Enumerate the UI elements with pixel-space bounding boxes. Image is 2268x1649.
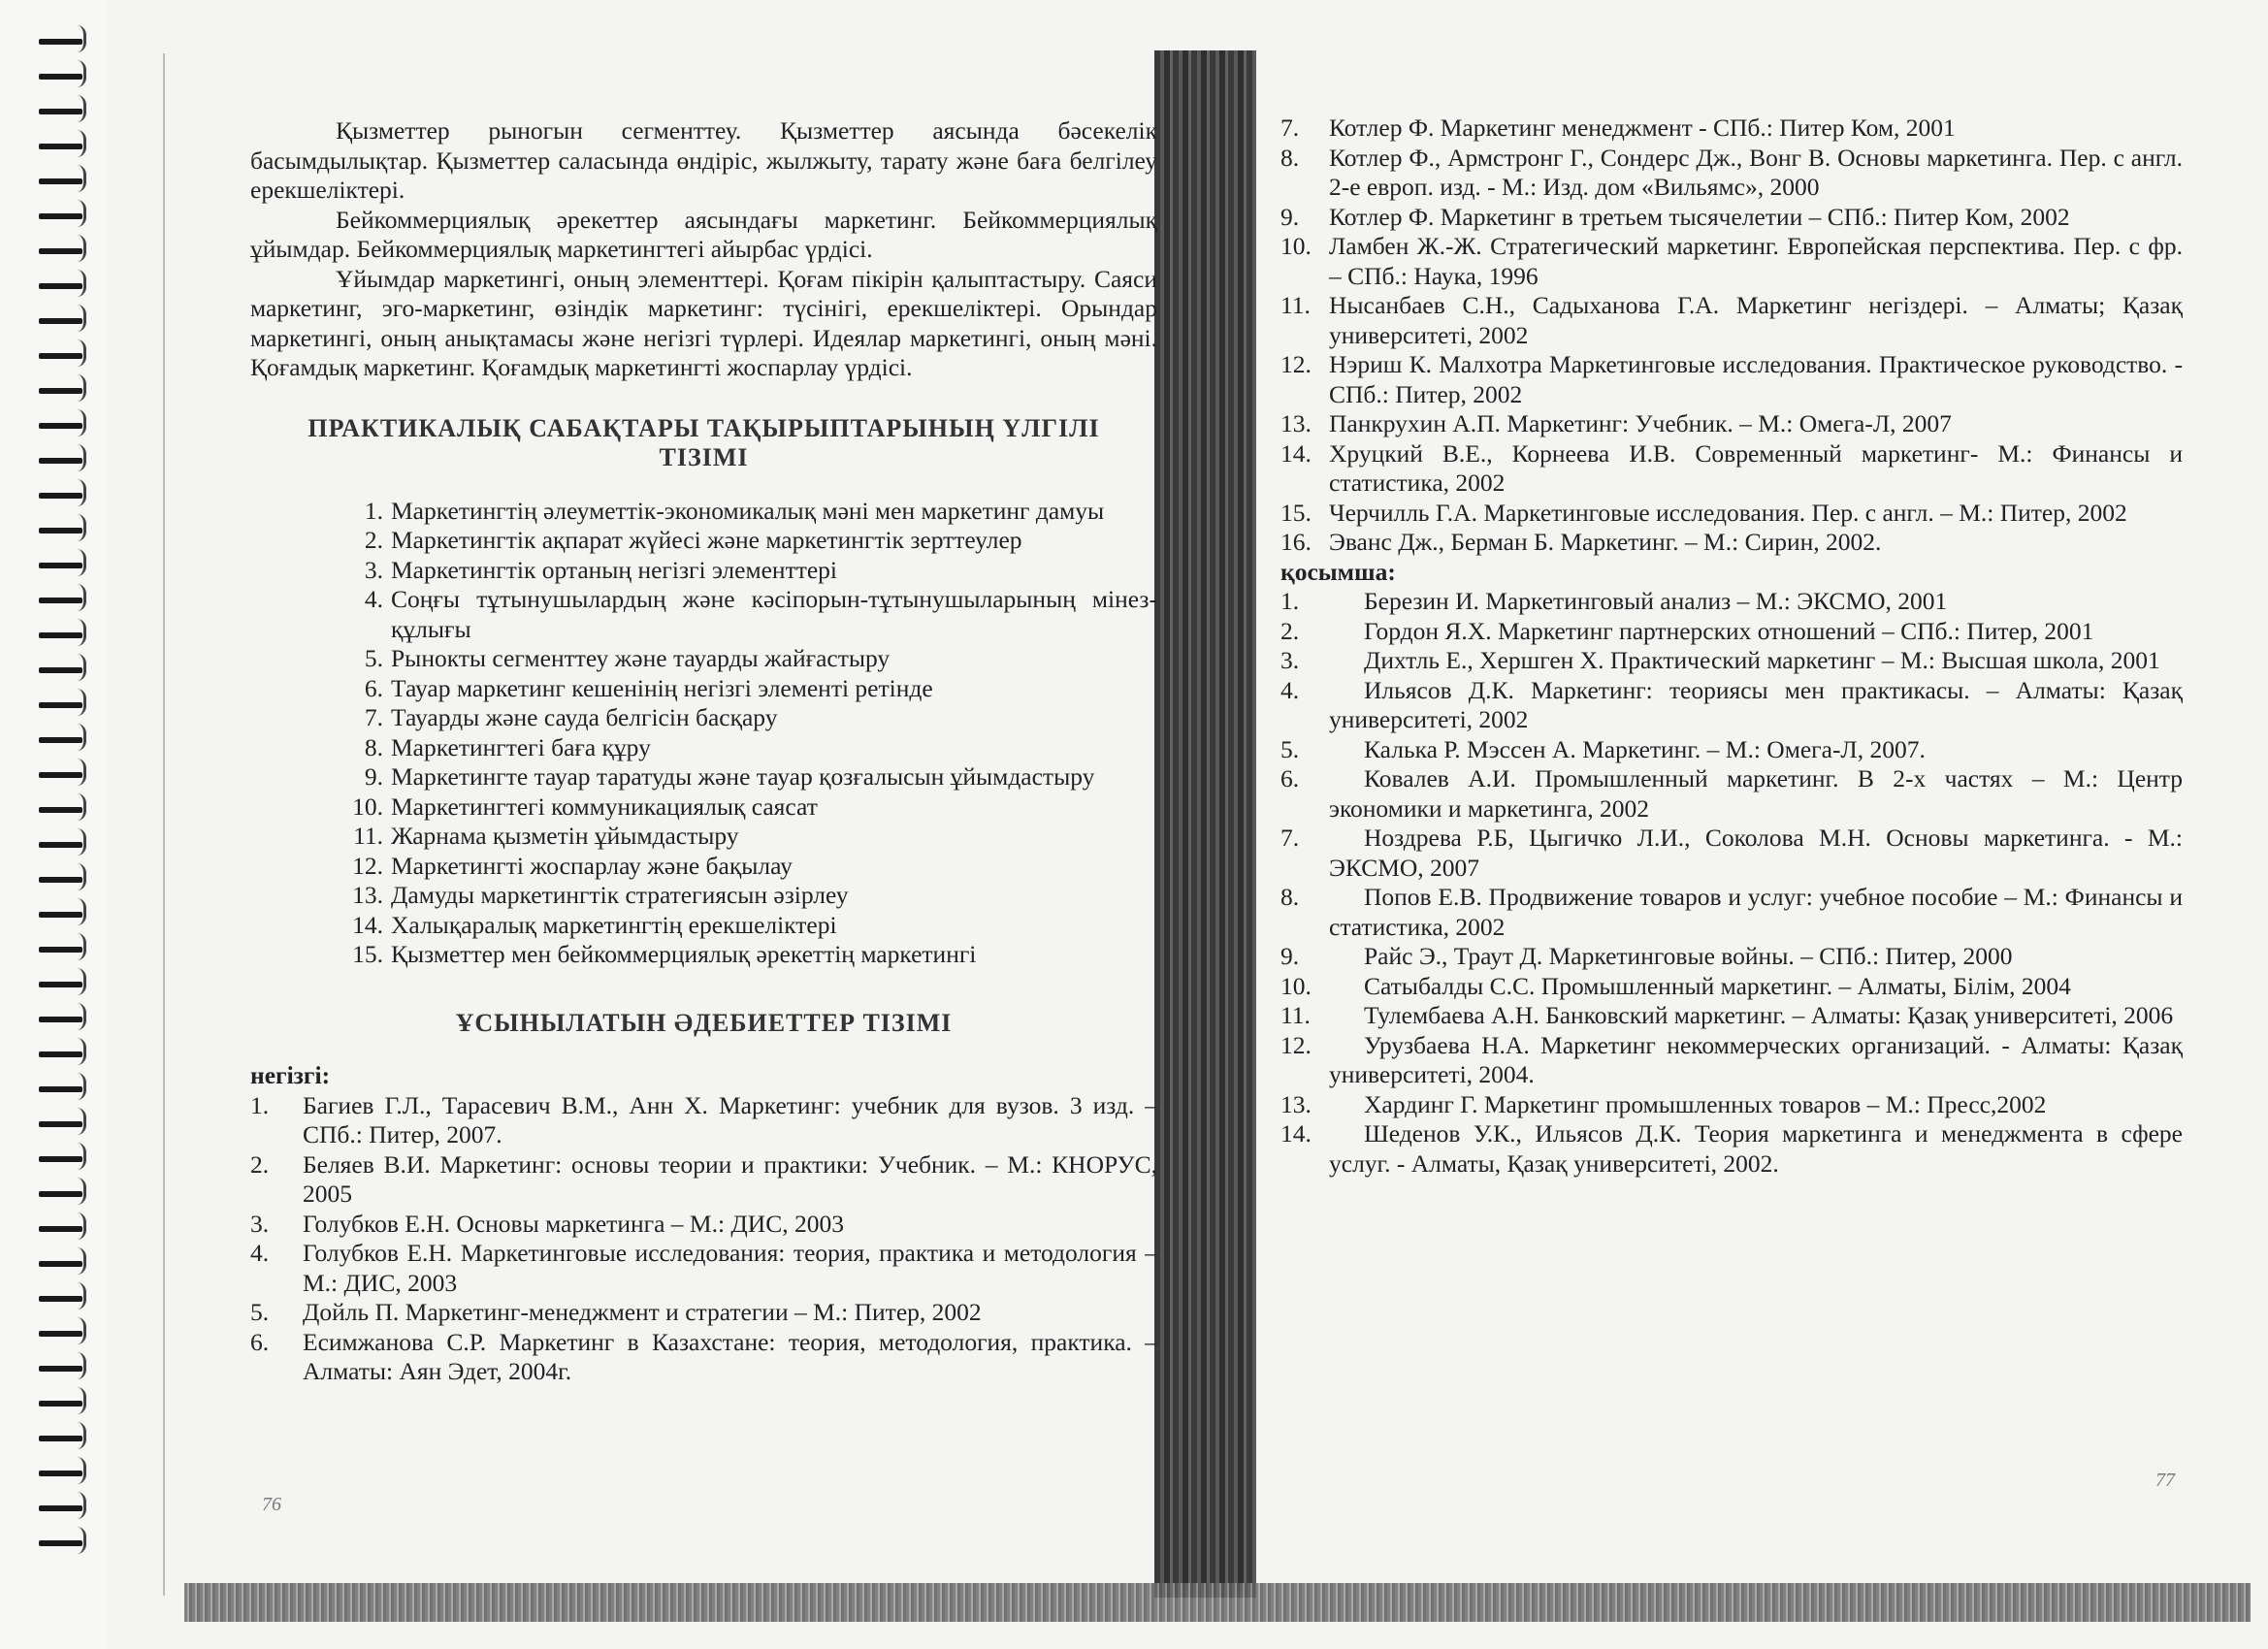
list-item: [250, 1328, 1157, 1387]
item-number: 12.: [352, 851, 383, 880]
extra-literature-label: қосымша:: [1280, 557, 1396, 586]
item-text: Урузбаева Н.А. Маркетинг некоммерческих организаций. - Алматы: Қазақ университеті, 2004.: [1329, 1030, 2183, 1088]
item-number: 16.: [1280, 528, 1312, 556]
main-literature-list-continued: [1280, 113, 2183, 558]
binding-ring: [39, 1086, 82, 1092]
binding-ring: [39, 1471, 82, 1476]
literature-heading: ҰСЫНЫЛАТЫН ӘДЕБИЕТТЕР ТІЗІМІ: [455, 1008, 953, 1037]
binding-ring: [39, 1366, 82, 1372]
binding-ring: [39, 702, 82, 708]
list-item: [250, 497, 1157, 527]
binding-ring: [39, 1121, 82, 1127]
list-item: [250, 911, 1157, 941]
binding-ring: [39, 1051, 82, 1057]
list-item: [1280, 232, 2183, 291]
binding-ring: [39, 1156, 82, 1162]
item-number: 11.: [1280, 1001, 1311, 1029]
paragraph: Бейкоммерциялық әрекеттер аясындағы маркетинг. Бейкоммерциялық ұйымдар. Бейкоммерциялық маркетингтегі айырбас үрдісі.: [250, 205, 1157, 263]
paragraph: Қызметтер рыногын сегменттеу. Қызметтер аясында бәсекелік басымдылықтар. Қызметтер саласында өндіріс, жылжыту, тарату және баға белгілеу ерекшеліктері.: [250, 116, 1157, 204]
list-item: [250, 674, 1157, 704]
list-item: [250, 585, 1157, 644]
item-text: Ноздрева Р.Б, Цыгичко Л.И., Соколова М.Н. Основы маркетинга. - М.: ЭКСМО, 2007: [1329, 824, 2183, 882]
list-item: [250, 733, 1157, 763]
binding-ring: [39, 807, 82, 813]
item-number: 12.: [1280, 350, 1312, 378]
binding-ring: [39, 1191, 82, 1197]
binding-ring: [39, 947, 82, 953]
item-number: 7.: [364, 703, 383, 731]
item-text: Маркетингте тауар таратуды және тауар қозғалысын ұйымдастыру: [391, 762, 1095, 791]
main-literature-list: [250, 1091, 1157, 1387]
item-text: Қызметтер мен бейкоммерциялық әрекеттің маркетингі: [391, 940, 977, 968]
binding-ring: [39, 772, 82, 778]
list-item: [250, 852, 1157, 882]
binding-ring: [39, 598, 82, 603]
item-text: Котлер Ф. Маркетинг менеджмент - СПб.: Питер Ком, 2001: [1329, 113, 1956, 142]
list-item: [1280, 499, 2183, 529]
item-number: 6.: [1280, 764, 1300, 792]
list-item: [250, 792, 1157, 823]
extra-literature-list: [1280, 587, 2183, 1179]
paragraph: Ұйымдар маркетингі, оның элементтері. Қоғам пікірін қалыптастыру. Саяси маркетинг, эго-маркетинг, өзіндік маркетинг: түсінігі, ерекшеліктері. Орындар маркетингі, оның анықтамасы және негізгі түрлері. Идеялар маркетингі, оның мәні. Қоғамдық маркетинг. Қоғамдық маркетингті жоспарлау үрдісі.: [250, 264, 1157, 381]
item-number: 11.: [353, 822, 383, 850]
binding-ring: [39, 318, 82, 324]
item-number: 1.: [364, 496, 383, 525]
item-text: Панкрухин А.П. Маркетинг: Учебник. – М.: Омега-Л, 2007: [1329, 409, 1952, 437]
item-number: 3.: [1280, 646, 1300, 674]
binding-ring: [39, 737, 82, 743]
item-number: 15.: [1280, 498, 1312, 527]
item-text: Есимжанова С.Р. Маркетинг в Казахстане: теория, методология, практика. – Алматы: Аян Эдет, 2004г.: [303, 1327, 1157, 1385]
item-text: Ламбен Ж.-Ж. Стратегический маркетинг. Европейская перспектива. Пер. с фр. – СПб.: Наука, 1996: [1329, 232, 2183, 290]
item-text: Голубков Е.Н. Маркетинговые исследования: теория, практика и методология – М.: ДИС, 2003: [303, 1239, 1157, 1297]
list-item: [250, 526, 1157, 556]
item-text: Хардинг Г. Маркетинг промышленных товаров – М.: Пресс,2002: [1364, 1089, 2047, 1118]
list-item: [250, 1298, 1157, 1328]
item-number: 9.: [364, 762, 383, 791]
item-text: Соңғы тұтынушылардың және кәсіпорын-тұтынушыларының мінез-құлығы: [391, 585, 1157, 643]
bottom-scan-shadow: [184, 1583, 2251, 1622]
list-item: [1280, 113, 2183, 144]
list-item: [1280, 1090, 2183, 1120]
list-item: [1280, 203, 2183, 233]
practical-topics-heading: ПРАКТИКАЛЫҚ САБАҚТАРЫ ТАҚЫРЫПТАРЫНЫҢ ҮЛГІЛІ ТІЗІМІ: [308, 413, 1100, 471]
item-text: Беляев В.И. Маркетинг: основы теории и практики: Учебник. – М.: КНОРУС, 2005: [303, 1149, 1157, 1208]
item-text: Маркетингтің әлеуметтік-экономикалық мәні мен маркетинг дамуы: [391, 496, 1105, 525]
item-number: 1.: [250, 1090, 270, 1119]
list-item: [1280, 972, 2183, 1002]
list-item: [1280, 646, 2183, 676]
item-number: 4.: [364, 585, 383, 613]
item-text: Попов Е.В. Продвижение товаров и услуг: учебное пособие – М.: Финансы и статистика, 2002: [1329, 883, 2183, 941]
binding-ring: [39, 632, 82, 638]
binding-ring: [39, 109, 82, 114]
list-item: [1280, 824, 2183, 883]
binding-ring: [39, 423, 82, 429]
binding-ring: [39, 1540, 82, 1546]
list-item: [1280, 1031, 2183, 1090]
item-number: 5.: [1280, 734, 1300, 763]
binding-ring: [39, 144, 82, 149]
item-text: Халықаралық маркетингтің ерекшеліктері: [391, 910, 837, 939]
list-item: [250, 822, 1157, 852]
item-number: 8.: [1280, 883, 1300, 911]
item-number: 13.: [1280, 409, 1312, 437]
item-text: Багиев Г.Л., Тарасевич В.М., Анн Х. Маркетинг: учебник для вузов. 3 изд. – СПб.: Питер, 2007.: [303, 1090, 1157, 1148]
item-number: 13.: [352, 881, 383, 909]
binding-ring: [39, 982, 82, 987]
item-text: Тауар маркетинг кешенінің негізгі элементі ретінде: [391, 673, 933, 702]
item-text: Хруцкий В.Е., Корнеева И.В. Современный маркетинг- М.: Финансы и статистика, 2002: [1329, 438, 2183, 497]
item-text: Нысанбаев С.Н., Садыханова Г.А. Маркетинг негіздері. – Алматы; Қазақ университеті, 2002: [1329, 291, 2183, 349]
binding-ring: [39, 1296, 82, 1302]
list-item: [1280, 676, 2183, 735]
item-number: 14.: [1280, 1119, 1312, 1148]
list-item: [1280, 439, 2183, 499]
item-number: 12.: [1280, 1030, 1312, 1059]
list-item: [1280, 942, 2183, 972]
list-item: [250, 644, 1157, 674]
binding-ring: [39, 1226, 82, 1232]
binding-ring: [39, 842, 82, 848]
item-number: 2.: [250, 1149, 270, 1179]
binding-ring: [39, 1261, 82, 1267]
spiral-binding: [0, 0, 107, 1649]
item-text: Маркетингтік ақпарат жүйесі және маркетингтік зерттеулер: [391, 526, 1022, 554]
binding-ring: [39, 353, 82, 359]
item-number: 5.: [364, 644, 383, 672]
item-text: Дихтль Е., Хершген Х. Практический маркетинг – М.: Высшая школа, 2001: [1364, 646, 2160, 674]
binding-ring: [39, 283, 82, 289]
item-text: Голубков Е.Н. Основы маркетинга – М.: ДИС, 2003: [303, 1209, 844, 1238]
binding-ring: [39, 1505, 82, 1511]
item-text: Маркетингті жоспарлау және бақылау: [391, 851, 793, 880]
list-item: [1280, 735, 2183, 765]
list-item: [250, 703, 1157, 733]
item-number: 4.: [1280, 675, 1300, 704]
list-item: [250, 1091, 1157, 1150]
list-item: [1280, 291, 2183, 350]
item-text: Ильясов Д.К. Маркетинг: теориясы мен практикасы. – Алматы: Қазақ университеті, 2002: [1329, 675, 2183, 733]
list-item: [250, 762, 1157, 792]
page-number-right: 77: [2155, 1470, 2175, 1491]
item-text: Ковалев А.И. Промышленный маркетинг. В 2-х частях – М.: Центр экономики и маркетинга, 2002: [1329, 764, 2183, 823]
left-page: [250, 116, 1157, 1387]
item-text: Тулембаева А.Н. Банковский маркетинг. – Алматы: Қазақ университеті, 2006: [1364, 1001, 2174, 1029]
binding-ring: [39, 563, 82, 568]
item-text: Черчилль Г.А. Маркетинговые исследования. Пер. с англ. – М.: Питер, 2002: [1329, 498, 2127, 527]
item-number: 4.: [250, 1239, 270, 1267]
binding-ring: [39, 493, 82, 499]
item-number: 8.: [364, 732, 383, 761]
item-text: Сатыбалды С.С. Промышленный маркетинг. – Алматы, Білім, 2004: [1364, 971, 2071, 1000]
binding-ring: [39, 1331, 82, 1337]
item-text: Дамуды маркетингтік стратегиясын әзірлеу: [391, 881, 849, 909]
item-number: 6.: [364, 673, 383, 702]
item-number: 1.: [1280, 587, 1300, 615]
item-number: 2.: [1280, 616, 1300, 645]
binding-ring: [39, 388, 82, 394]
item-number: 10.: [1280, 971, 1312, 1000]
list-item: [250, 940, 1157, 970]
binding-ring: [39, 877, 82, 883]
list-item: [1280, 144, 2183, 203]
binding-ring: [39, 1436, 82, 1441]
item-number: 8.: [1280, 143, 1300, 172]
binding-ring: [39, 912, 82, 918]
list-item: [1280, 883, 2183, 942]
item-text: Нэриш К. Малхотра Маркетинговые исследования. Практическое руководство. - СПб.: Питер, 2002: [1329, 350, 2183, 408]
item-text: Маркетингтік ортаның негізгі элементтері: [391, 555, 838, 584]
item-text: Березин И. Маркетинговый анализ – М.: ЭКСМО, 2001: [1364, 587, 1948, 615]
list-item: [250, 1239, 1157, 1298]
item-number: 10.: [352, 792, 383, 821]
practical-topics-list: [250, 497, 1157, 970]
item-text: Жарнама қызметін ұйымдастыру: [391, 822, 739, 850]
item-text: Шеденов У.К., Ильясов Д.К. Теория маркетинга и менеджмента в сфере услуг. - Алматы, Қазақ университеті, 2002.: [1329, 1119, 2183, 1178]
binding-ring: [39, 528, 82, 534]
item-number: 9.: [1280, 202, 1300, 231]
binding-ring: [39, 1401, 82, 1406]
item-number: 13.: [1280, 1089, 1312, 1118]
binding-ring: [39, 667, 82, 673]
item-text: Эванс Дж., Берман Б. Маркетинг. – М.: Сирин, 2002.: [1329, 528, 1882, 556]
item-number: 10.: [1280, 232, 1312, 260]
item-number: 15.: [352, 940, 383, 968]
item-text: Маркетингтегі баға құру: [391, 732, 651, 761]
list-item: [1280, 764, 2183, 824]
item-number: 9.: [1280, 942, 1300, 970]
list-item: [1280, 350, 2183, 409]
item-text: Рынокты сегменттеу және тауарды жайғастыру: [391, 644, 891, 672]
binding-ring: [39, 213, 82, 219]
item-text: Котлер Ф. Маркетинг в третьем тысячелетии – СПб.: Питер Ком, 2002: [1329, 202, 2070, 231]
item-text: Маркетингтегі коммуникациялық саясат: [391, 792, 818, 821]
binding-ring: [39, 74, 82, 80]
item-text: Дойль П. Маркетинг-менеджмент и стратегии – М.: Питер, 2002: [303, 1298, 982, 1326]
list-item: [250, 1210, 1157, 1240]
list-item: [250, 1150, 1157, 1210]
main-literature-label: негізгі:: [250, 1061, 331, 1089]
item-number: 3.: [250, 1209, 270, 1238]
item-number: 14.: [352, 910, 383, 939]
list-item: [1280, 1001, 2183, 1031]
list-item: [1280, 617, 2183, 647]
item-number: 6.: [250, 1327, 270, 1356]
binding-ring: [39, 1017, 82, 1022]
item-number: 11.: [1280, 291, 1311, 319]
list-item: [250, 556, 1157, 586]
item-text: Котлер Ф., Армстронг Г., Сондерс Дж., Вонг В. Основы маркетинга. Пер. с англ. 2-е европ. изд. - М.: Изд. дом «Вильямс», 2000: [1329, 143, 2183, 201]
binding-ring: [39, 458, 82, 464]
right-page: [1280, 113, 2183, 1179]
item-text: Тауарды және сауда белгісін басқару: [391, 703, 778, 731]
item-text: Гордон Я.Х. Маркетинг партнерских отношений – СПб.: Питер, 2001: [1364, 616, 2094, 645]
item-text: Райс Э., Траут Д. Маркетинговые войны. – СПб.: Питер, 2000: [1364, 942, 2013, 970]
item-number: 7.: [1280, 824, 1300, 852]
item-number: 2.: [364, 526, 383, 554]
list-item: [1280, 409, 2183, 439]
item-number: 5.: [250, 1298, 270, 1326]
binding-ring: [39, 248, 82, 254]
binding-ring: [39, 178, 82, 184]
page-edge: [163, 53, 165, 1596]
list-item: [1280, 1119, 2183, 1179]
page-number-left: 76: [262, 1494, 281, 1515]
list-item: [1280, 528, 2183, 558]
binding-ring: [39, 39, 82, 45]
item-number: 7.: [1280, 113, 1300, 142]
item-number: 3.: [364, 555, 383, 584]
list-item: [250, 881, 1157, 911]
item-text: Калька Р. Мэссен А. Маркетинг. – М.: Омега-Л, 2007.: [1364, 734, 1926, 763]
item-number: 14.: [1280, 438, 1312, 468]
list-item: [1280, 587, 2183, 617]
book-spine-shadow: [1154, 50, 1256, 1598]
